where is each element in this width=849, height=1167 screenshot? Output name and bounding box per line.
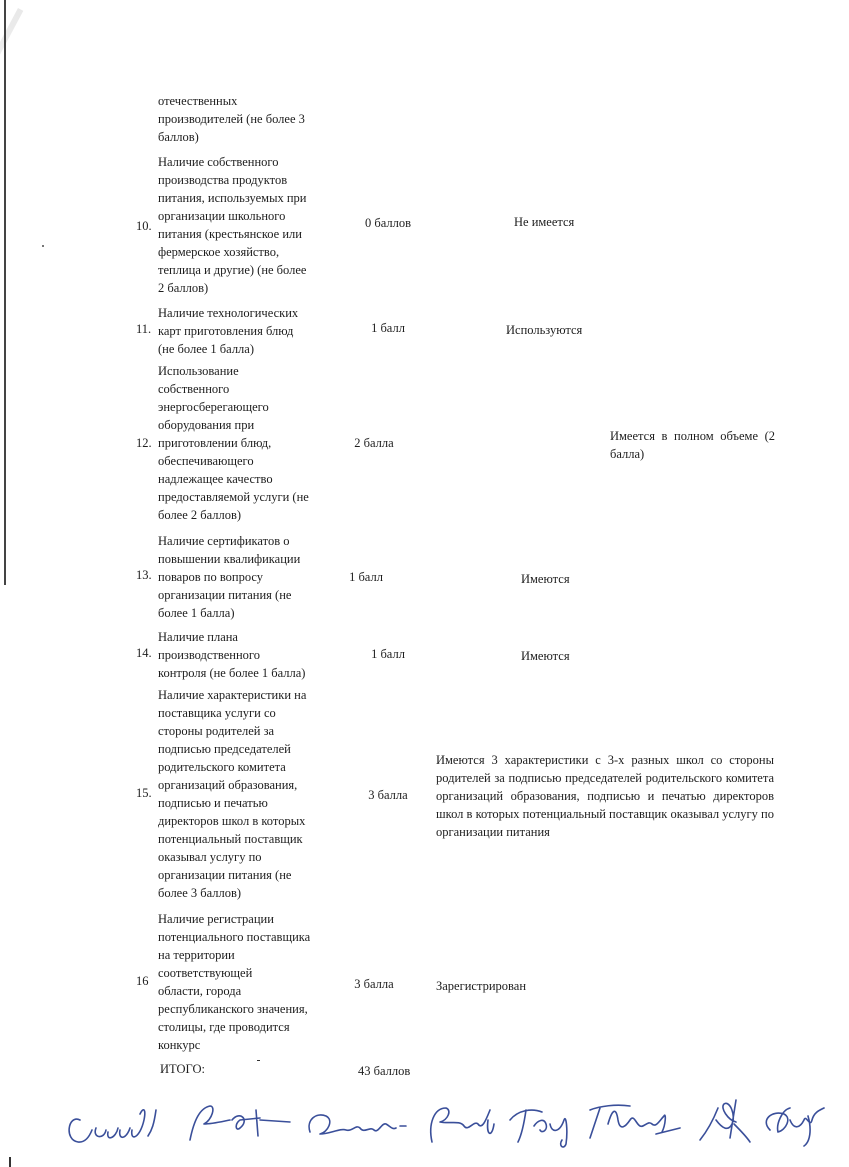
signature-8 <box>766 1108 824 1146</box>
criterion-line: организации питания (не <box>158 868 292 882</box>
score-cell: 3 балла <box>368 788 408 802</box>
criterion-line: Наличие характеристики на <box>158 688 307 702</box>
comment-cell: Не имеется <box>514 215 575 229</box>
criterion-line: более 2 баллов) <box>158 508 242 522</box>
signature-5 <box>510 1110 567 1147</box>
criterion-line: подписью и печатью <box>158 796 268 810</box>
scan-tick-mark <box>257 1060 260 1061</box>
signature-3 <box>309 1115 406 1134</box>
criterion-line: оборудования при <box>158 418 255 432</box>
total-score: 43 баллов <box>358 1064 411 1078</box>
criterion-line: производителей (не более 3 <box>158 112 305 126</box>
criterion-line: теплица и другие) (не более <box>158 263 307 277</box>
criterion-line: потенциального поставщика <box>158 930 311 944</box>
criterion-line: производственного <box>158 648 260 662</box>
criterion-line: организации питания (не <box>158 588 292 602</box>
criterion-line: обеспечивающего <box>158 454 254 468</box>
signatures-row <box>60 1080 840 1160</box>
criterion-line: директоров школ в которых <box>158 814 306 828</box>
criterion-line: Наличие сертификатов о <box>158 534 290 548</box>
row-number: 14. <box>136 646 152 660</box>
criterion-line: области, города <box>158 984 242 998</box>
signature-7 <box>700 1100 750 1142</box>
score-cell: 1 балл <box>349 570 383 584</box>
comment-cell: Зарегистрирован <box>436 979 527 993</box>
criterion-text <box>158 532 332 622</box>
criterion-line: соответствующей <box>158 966 253 980</box>
row-number: 16 <box>136 974 149 988</box>
criterion-line: оказывал услугу по <box>158 850 262 864</box>
criterion-line: отечественных <box>158 94 238 108</box>
criterion-text <box>158 628 332 682</box>
row-number: 12. <box>136 436 152 450</box>
criterion-line: более 1 балла) <box>158 606 235 620</box>
criterion-line: контроля (не более 1 балла) <box>158 666 306 680</box>
criterion-line: производства продуктов <box>158 173 288 187</box>
criterion-line: стороны родителей за <box>158 724 275 738</box>
comment-cell: Имеются <box>521 572 570 586</box>
criterion-line: 2 баллов) <box>158 281 209 295</box>
criterion-text <box>158 362 332 524</box>
criterion-line: предоставляемой услуги (не <box>158 490 309 504</box>
criterion-line: повышении квалификации <box>158 552 301 566</box>
criterion-line: поваров по вопросу <box>158 570 264 584</box>
criterion-line: на территории <box>158 948 235 962</box>
criterion-line: питания (крестьянское или <box>158 227 302 241</box>
row-number: 13. <box>136 568 152 582</box>
criterion-line: столицы, где проводится <box>158 1020 290 1034</box>
criterion-line: организации школьного <box>158 209 286 223</box>
criterion-line: фермерское хозяйство, <box>158 245 280 259</box>
criterion-line: родительского комитета <box>158 760 286 774</box>
criterion-line: собственного <box>158 382 230 396</box>
left-border-line <box>4 0 6 585</box>
signature-4 <box>431 1108 494 1142</box>
total-label: ИТОГО: <box>160 1062 205 1076</box>
score-cell: 1 балл <box>371 321 405 335</box>
row-number: 11. <box>136 322 152 336</box>
score-cell: 3 балла <box>354 977 394 991</box>
comment-cell: Используются <box>506 323 583 337</box>
criterion-line: подписью председателей <box>158 742 291 756</box>
criterion-line: Наличие плана <box>158 630 238 644</box>
criterion-line: Использование <box>158 364 239 378</box>
signature-1 <box>69 1110 156 1142</box>
signature-6 <box>590 1105 680 1138</box>
bottom-edge-mark <box>9 1157 11 1167</box>
criterion-line: надлежащее качество <box>158 472 273 486</box>
scan-speck <box>42 245 44 247</box>
criterion-line: потенциальный поставщик <box>158 832 303 846</box>
criterion-text <box>158 686 332 902</box>
criterion-line: энергосберегающего <box>158 400 269 414</box>
criterion-line: Наличие технологических <box>158 306 299 320</box>
signature-2 <box>190 1106 290 1140</box>
criterion-line: более 3 баллов) <box>158 886 242 900</box>
criterion-line: Наличие собственного <box>158 155 279 169</box>
score-cell: 0 баллов <box>364 216 412 230</box>
criterion-line: (не более 1 балла) <box>158 342 255 356</box>
row-number: 10. <box>136 219 152 233</box>
criterion-line: поставщика услуги со <box>158 706 276 720</box>
criterion-line: республиканского значения, <box>158 1002 308 1016</box>
criterion-line: карт приготовления блюд <box>158 324 294 338</box>
comment-cell: Имеется в полном объеме (2 балла) <box>610 429 775 461</box>
row-number: 15. <box>136 786 152 800</box>
comment-cell: Имеются 3 характеристики с 3-х разных школ со стороны родителей за подписью председателей родительского комитета организаций образования, подписью и печатью директоров школ в которых потенциальный поставщик оказывал услугу по организации питания <box>436 753 774 839</box>
score-cell: 2 балла <box>354 436 394 450</box>
criterion-line: баллов) <box>158 130 199 144</box>
criterion-text <box>158 910 332 1054</box>
criterion-line: Наличие регистрации <box>158 912 274 926</box>
criterion-line: питания, используемых при <box>158 191 307 205</box>
criterion-text <box>158 92 332 146</box>
criterion-text <box>158 153 332 297</box>
criterion-text <box>158 304 332 358</box>
criterion-line: организаций образования, <box>158 778 298 792</box>
comment-cell: Имеются <box>521 649 570 663</box>
criterion-line: приготовлении блюд, <box>158 436 272 450</box>
score-cell: 1 балл <box>371 647 405 661</box>
criterion-line: конкурс <box>158 1038 201 1052</box>
